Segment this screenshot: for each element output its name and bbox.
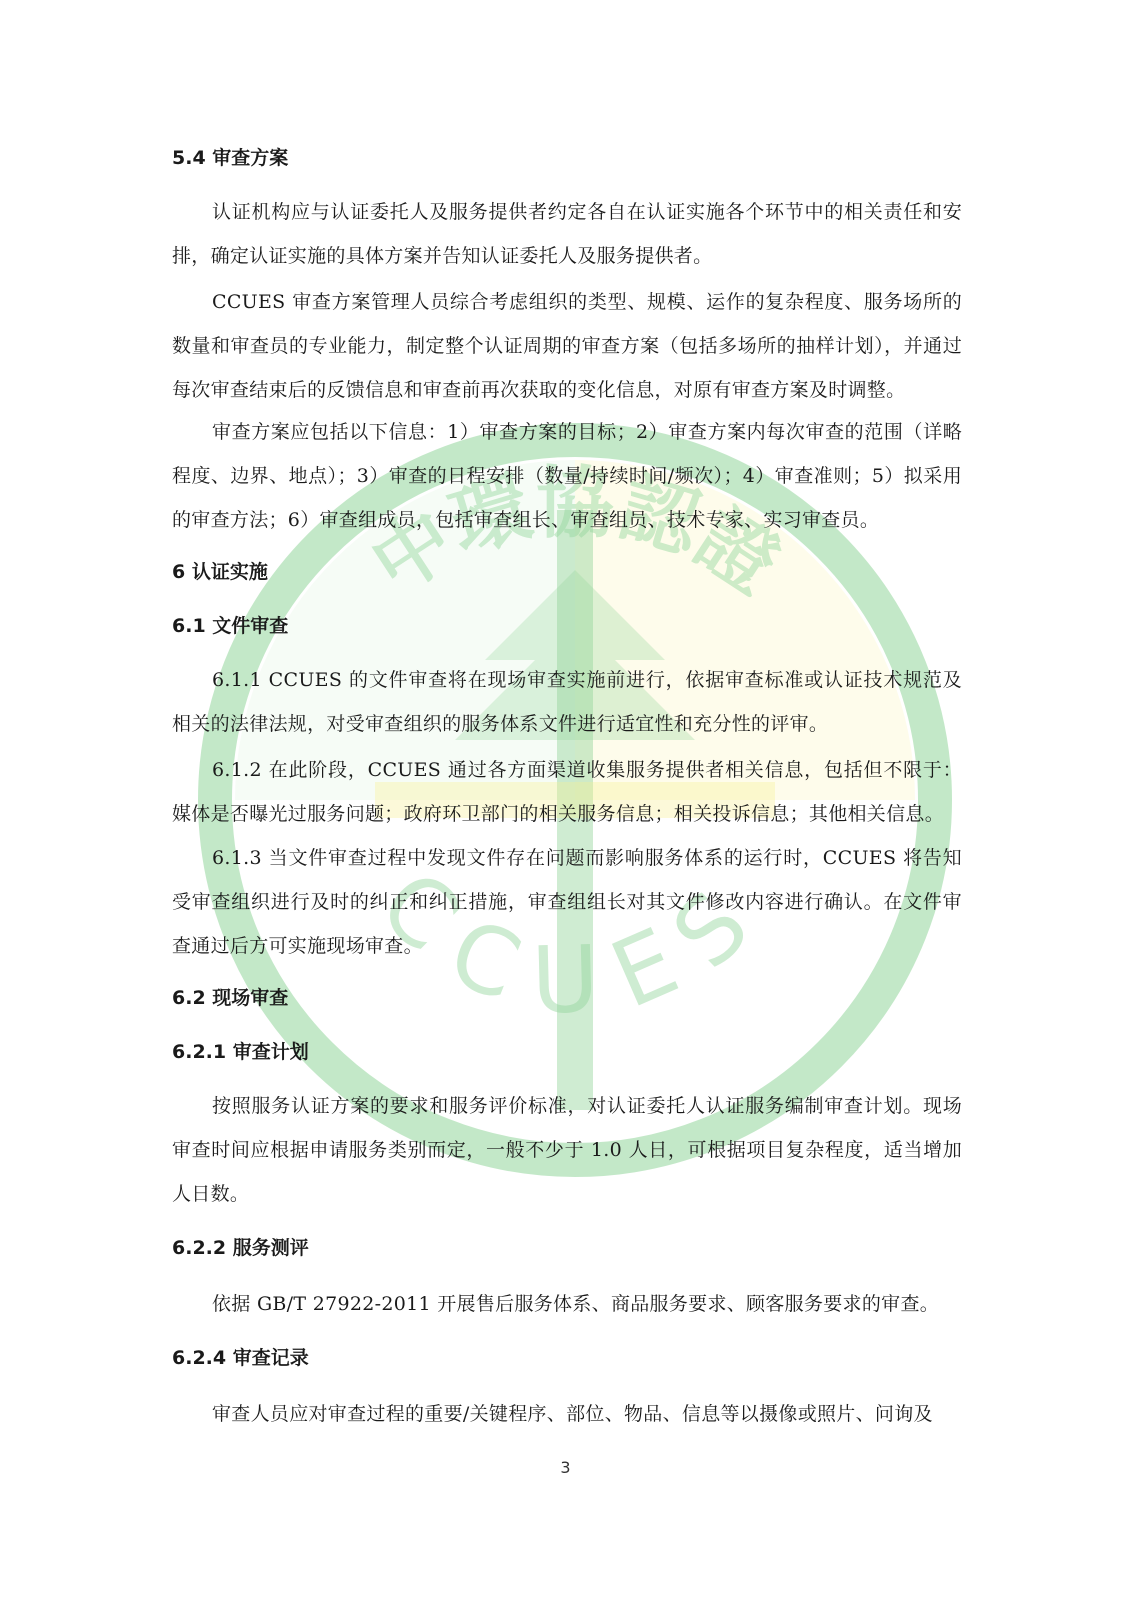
heading-6: 6 认证实施 <box>172 561 268 583</box>
paragraph-6-2-4: 审查人员应对审查过程的重要/关键程序、部位、物品、信息等以摄像或照片、问询及 <box>212 1403 933 1425</box>
paragraph-6-1-3: 6.1.3 当文件审查过程中发现文件存在问题而影响服务体系的运行时，CCUES 将告知受审查组织进行及时的纠正和纠正措施，审查组组长对其文件修改内容进行确认。在文件审查通过后方可实施现场审查。 <box>172 847 962 957</box>
page-number: 3 <box>560 1458 571 1477</box>
paragraph-5-4-1: 认证机构应与认证委托人及服务提供者约定各自在认证实施各个环节中的相关责任和安排，确定认证实施的具体方案并告知认证委托人及服务提供者。 <box>172 201 962 267</box>
heading-6-1: 6.1 文件审查 <box>172 615 289 637</box>
heading-6-2-4: 6.2.4 审查记录 <box>172 1347 309 1369</box>
paragraph-5-4-3: 审查方案应包括以下信息：1）审查方案的目标；2）审查方案内每次审查的范围（详略程度、边界、地点）；3）审查的日程安排（数量/持续时间/频次）；4）审查准则；5）拟采用的审查方法；6）审查组成员，包括审查组长、审查组员、技术专家、实习审查员。 <box>172 421 962 531</box>
heading-6-2-2: 6.2.2 服务测评 <box>172 1237 309 1259</box>
paragraph-6-1-2: 6.1.2 在此阶段，CCUES 通过各方面渠道收集服务提供者相关信息，包括但不限于：媒体是否曝光过服务问题；政府环卫部门的相关服务信息；相关投诉信息；其他相关信息。 <box>172 759 962 825</box>
heading-5-4: 5.4 审查方案 <box>172 147 289 169</box>
heading-6-2: 6.2 现场审查 <box>172 987 289 1009</box>
heading-6-2-1: 6.2.1 审查计划 <box>172 1041 309 1063</box>
seal-top-text: 中環協認證 <box>355 459 795 612</box>
paragraph-6-1-1: 6.1.1 CCUES 的文件审查将在现场审查实施前进行，依据审查标准或认证技术规范及相关的法律法规，对受审查组织的服务体系文件进行适宜性和充分性的评审。 <box>172 669 962 735</box>
seal-bottom-text: CCUES <box>359 850 791 1035</box>
paragraph-6-2-2: 依据 GB/T 27922-2011 开展售后服务体系、商品服务要求、顾客服务要求的审查。 <box>212 1293 940 1315</box>
paragraph-5-4-2: CCUES 审查方案管理人员综合考虑组织的类型、规模、运作的复杂程度、服务场所的数量和审查员的专业能力，制定整个认证周期的审查方案（包括多场所的抽样计划），并通过每次审查结束后的反馈信息和审查前再次获取的变化信息，对原有审查方案及时调整。 <box>172 291 962 401</box>
paragraph-6-2-1: 按照服务认证方案的要求和服务评价标准，对认证委托人认证服务编制审查计划。现场审查时间应根据申请服务类别而定，一般不少于 1.0 人日，可根据项目复杂程度，适当增加人日数。 <box>172 1095 962 1205</box>
